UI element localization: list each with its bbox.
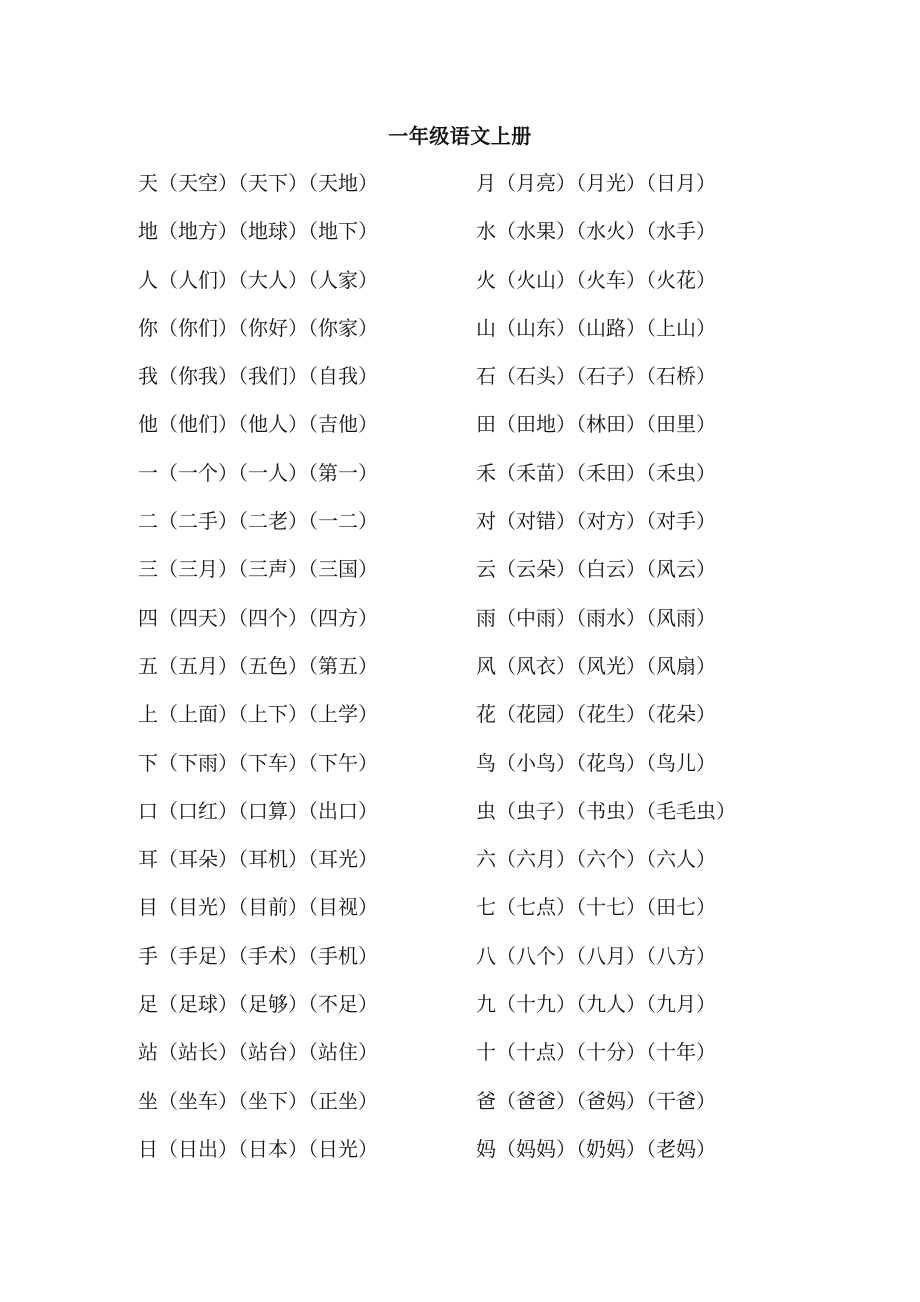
word-row: [0, 603, 920, 651]
word-entry-right: 禾（禾苗）（禾田）（禾虫）: [476, 460, 716, 485]
word-entry-right: 六（六月）（六个）（六人）: [476, 847, 716, 872]
word-entry-left: 一（一个）（一人）（第一）: [138, 460, 378, 485]
word-row: [0, 844, 920, 892]
word-entry-right: 十（十点）（十分）（十年）: [476, 1040, 716, 1065]
word-entry-left: 坐（坐车）（坐下）（正坐）: [138, 1088, 378, 1113]
word-entry-left: 四（四天）（四个）（四方）: [138, 605, 378, 630]
word-entry-right: 虫（虫子）（书虫）（毛毛虫）: [476, 798, 736, 823]
word-entry-left: 你（你们）（你好）（你家）: [138, 315, 378, 340]
word-entry-right: 花（花园）（花生）（花朵）: [476, 702, 716, 727]
word-entry-left: 二（二手）（二老）（一二）: [138, 509, 378, 534]
word-row: [0, 748, 920, 796]
word-row: [0, 168, 920, 216]
word-row: [0, 506, 920, 554]
word-entry-left: 地（地方）（地球）（地下）: [138, 219, 378, 244]
word-entry-left: 人（人们）（大人）（人家）: [138, 267, 378, 292]
word-entry-right: 山（山东）（山路）（上山）: [476, 315, 716, 340]
word-row: [0, 989, 920, 1037]
word-entry-left: 日（日出）（日本）（日光）: [138, 1136, 378, 1161]
word-row: [0, 1134, 920, 1182]
word-entry-left: 足（足球）（足够）（不足）: [138, 992, 378, 1017]
word-row: [0, 265, 920, 313]
word-entry-right: 九（十九）（九人）（九月）: [476, 992, 716, 1017]
word-row: [0, 409, 920, 457]
word-entry-right: 水（水果）（水火）（水手）: [476, 219, 716, 244]
word-entry-left: 目（目光）（目前）（目视）: [138, 895, 378, 920]
word-entry-right: 云（云朵）（白云）（风云）: [476, 557, 716, 582]
word-entry-right: 风（风衣）（风光）（风扇）: [476, 653, 716, 678]
word-entry-left: 下（下雨）（下车）（下午）: [138, 750, 378, 775]
word-entry-right: 月（月亮）（月光）（日月）: [476, 171, 716, 195]
word-entry-right: 爸（爸爸）（爸妈）（干爸）: [476, 1088, 716, 1113]
word-entry-right: 七（七点）（十七）（田七）: [476, 895, 716, 920]
word-row: [0, 892, 920, 940]
word-entry-right: 鸟（小鸟）（花鸟）（鸟儿）: [476, 750, 716, 775]
word-row: [0, 313, 920, 361]
word-entry-right: 妈（妈妈）（奶妈）（老妈）: [476, 1136, 716, 1161]
word-row: [0, 1086, 920, 1134]
word-list: [0, 168, 920, 1182]
word-entry-right: 石（石头）（石子）（石桥）: [476, 364, 716, 389]
word-row: [0, 941, 920, 989]
word-entry-left: 口（口红）（口算）（出口）: [138, 798, 378, 823]
word-row: [0, 651, 920, 699]
page-title: 一年级语文上册: [388, 124, 532, 148]
word-entry-left: 站（站长）（站台）（站住）: [138, 1040, 378, 1065]
word-row: [0, 699, 920, 747]
word-entry-left: 五（五月）（五色）（第五）: [138, 653, 378, 678]
word-entry-left: 我（你我）（我们）（自我）: [138, 364, 378, 389]
word-entry-right: 雨（中雨）（雨水）（风雨）: [476, 605, 716, 630]
word-row: [0, 554, 920, 602]
word-row: [0, 458, 920, 506]
word-entry-left: 上（上面）（上下）（上学）: [138, 702, 378, 727]
word-entry-left: 手（手足）（手术）（手机）: [138, 943, 378, 968]
word-entry-right: 田（田地）（林田）（田里）: [476, 412, 716, 437]
word-row: [0, 796, 920, 844]
word-entry-left: 耳（耳朵）（耳机）（耳光）: [138, 847, 378, 872]
word-entry-left: 天（天空）（天下）（天地）: [138, 171, 378, 195]
word-entry-right: 八（八个）（八月）（八方）: [476, 943, 716, 968]
word-entry-right: 火（火山）（火车）（火花）: [476, 267, 716, 292]
word-entry-right: 对（对错）（对方）（对手）: [476, 509, 716, 534]
word-entry-left: 三（三月）（三声）（三国）: [138, 557, 378, 582]
word-row: [0, 216, 920, 264]
word-entry-left: 他（他们）（他人）（吉他）: [138, 412, 378, 437]
word-row: [0, 361, 920, 409]
word-row: [0, 1037, 920, 1085]
